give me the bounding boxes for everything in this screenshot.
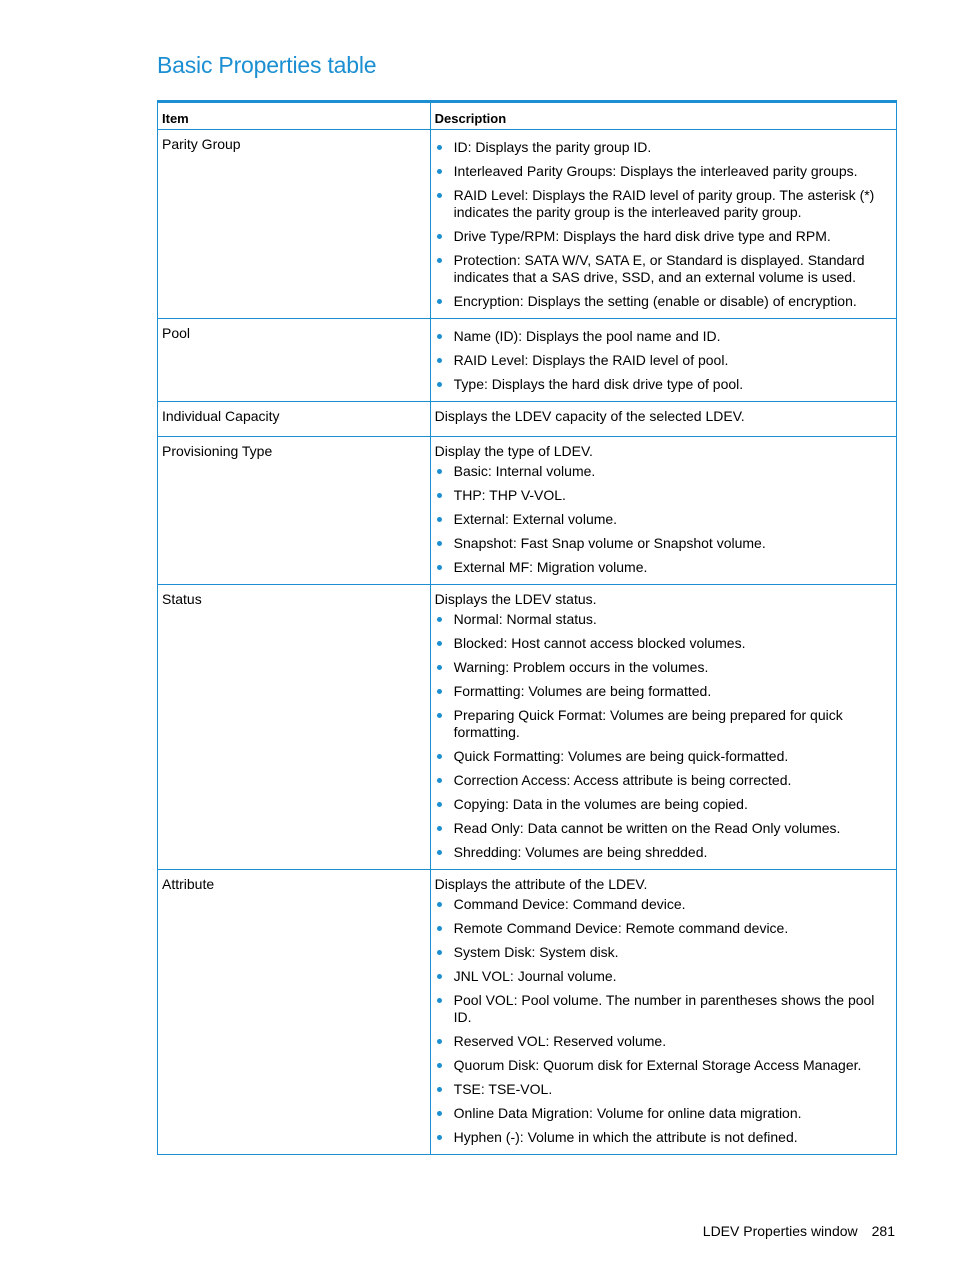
list-item-text: Basic: Internal volume. xyxy=(453,463,596,479)
list-item xyxy=(435,1033,892,1050)
list-item xyxy=(435,635,892,652)
list-item xyxy=(435,352,892,369)
list-item xyxy=(435,796,892,813)
bullet-icon xyxy=(437,358,442,363)
list-item-text: THP: THP V-VOL. xyxy=(453,487,566,503)
table-row xyxy=(158,130,897,319)
list-item-text: Interleaved Parity Groups: Displays the interleaved parity groups. xyxy=(453,163,858,179)
bullet-icon xyxy=(437,334,442,339)
bullet-icon xyxy=(437,169,442,174)
list-item xyxy=(435,820,892,837)
list-item-text: Shredding: Volumes are being shredded. xyxy=(453,844,708,860)
footer-section-title: LDEV Properties window xyxy=(702,1223,858,1239)
bullet-icon xyxy=(437,541,442,546)
list-item xyxy=(435,252,892,286)
list-item-text: Protection: SATA W/V, SATA E, or Standard is displayed. Standard indicates that a SAS drive, SSD, and an external volume is used. xyxy=(453,252,865,285)
list-item xyxy=(435,968,892,985)
bullet-icon xyxy=(437,802,442,807)
bullet-icon xyxy=(437,258,442,263)
list-item-text: TSE: TSE-VOL. xyxy=(453,1081,553,1097)
description-intro: Displays the LDEV capacity of the selected LDEV. xyxy=(434,408,745,424)
bullet-icon xyxy=(437,850,442,855)
list-item xyxy=(435,1057,892,1074)
list-item xyxy=(435,920,892,937)
bullet-icon xyxy=(437,754,442,759)
description-intro: Display the type of LDEV. xyxy=(434,443,593,459)
list-item-text: Correction Access: Access attribute is being corrected. xyxy=(453,772,792,788)
description-intro: Displays the attribute of the LDEV. xyxy=(434,876,648,892)
bullet-icon xyxy=(437,1063,442,1068)
column-header-description: Description xyxy=(430,102,896,130)
bullet-icon xyxy=(437,1039,442,1044)
item-cell: Provisioning Type xyxy=(158,437,431,585)
item-cell: Parity Group xyxy=(158,130,431,319)
list-item-text: Online Data Migration: Volume for online data migration. xyxy=(453,1105,802,1121)
list-item xyxy=(435,376,892,393)
list-item-text: Snapshot: Fast Snap volume or Snapshot volume. xyxy=(453,535,766,551)
description-cell xyxy=(430,402,896,437)
list-item-text: Blocked: Host cannot access blocked volumes. xyxy=(453,635,746,651)
list-item xyxy=(435,487,892,504)
list-item xyxy=(435,559,892,576)
list-item-text: JNL VOL: Journal volume. xyxy=(453,968,617,984)
table-header xyxy=(158,102,897,130)
list-item xyxy=(435,463,892,480)
description-cell xyxy=(430,870,896,1155)
bullet-icon xyxy=(437,617,442,622)
list-item xyxy=(435,683,892,700)
bullet-list xyxy=(435,463,892,576)
bullet-icon xyxy=(437,145,442,150)
bullet-icon xyxy=(437,950,442,955)
list-item-text: RAID Level: Displays the RAID level of pool. xyxy=(453,352,729,368)
list-item-text: Remote Command Device: Remote command device. xyxy=(453,920,789,936)
header-row xyxy=(158,102,897,130)
list-item-text: Formatting: Volumes are being formatted. xyxy=(453,683,712,699)
bullet-icon xyxy=(437,1111,442,1116)
list-item xyxy=(435,187,892,221)
bullet-icon xyxy=(437,641,442,646)
list-item-text: Warning: Problem occurs in the volumes. xyxy=(453,659,709,675)
bullet-icon xyxy=(437,713,442,718)
description-cell xyxy=(430,319,896,402)
table-row xyxy=(158,437,897,585)
basic-properties-table xyxy=(157,100,897,1155)
list-item xyxy=(435,328,892,345)
bullet-list xyxy=(435,328,892,393)
list-item-text: External MF: Migration volume. xyxy=(453,559,648,575)
list-item-text: ID: Displays the parity group ID. xyxy=(453,139,652,155)
bullet-icon xyxy=(437,234,442,239)
list-item xyxy=(435,1105,892,1122)
bullet-list xyxy=(435,896,892,1146)
page-title: Basic Properties table xyxy=(157,52,377,78)
bullet-icon xyxy=(437,902,442,907)
list-item xyxy=(435,944,892,961)
description-cell xyxy=(430,437,896,585)
description-cell xyxy=(430,130,896,319)
list-item xyxy=(435,228,892,245)
bullet-icon xyxy=(437,826,442,831)
list-item-text: Hyphen (-): Volume in which the attribute is not defined. xyxy=(453,1129,798,1145)
table-row xyxy=(158,585,897,870)
list-item xyxy=(435,163,892,180)
bullet-list xyxy=(435,611,892,861)
list-item xyxy=(435,992,892,1026)
bullet-icon xyxy=(437,998,442,1003)
list-item-text: Quick Formatting: Volumes are being quick-formatted. xyxy=(453,748,789,764)
list-item-text: Normal: Normal status. xyxy=(453,611,597,627)
list-item-text: Reserved VOL: Reserved volume. xyxy=(453,1033,667,1049)
list-item xyxy=(435,293,892,310)
list-item-text: Preparing Quick Format: Volumes are being prepared for quick formatting. xyxy=(453,707,843,740)
item-cell: Status xyxy=(158,585,431,870)
bullet-icon xyxy=(437,778,442,783)
list-item xyxy=(435,511,892,528)
item-cell: Individual Capacity xyxy=(158,402,431,437)
bullet-icon xyxy=(437,974,442,979)
bullet-icon xyxy=(437,382,442,387)
list-item xyxy=(435,139,892,156)
bullet-icon xyxy=(437,493,442,498)
bullet-list xyxy=(435,139,892,310)
list-item-text: Copying: Data in the volumes are being copied. xyxy=(453,796,748,812)
bullet-icon xyxy=(437,665,442,670)
bullet-icon xyxy=(437,299,442,304)
list-item-text: System Disk: System disk. xyxy=(453,944,619,960)
list-item xyxy=(435,611,892,628)
bullet-icon xyxy=(437,1135,442,1140)
list-item-text: Command Device: Command device. xyxy=(453,896,686,912)
list-item-text: Pool VOL: Pool volume. The number in parentheses shows the pool ID. xyxy=(453,992,875,1025)
item-cell: Attribute xyxy=(158,870,431,1155)
bullet-icon xyxy=(437,517,442,522)
list-item xyxy=(435,748,892,765)
list-item-text: Read Only: Data cannot be written on the Read Only volumes. xyxy=(453,820,841,836)
list-item xyxy=(435,772,892,789)
page-number: 281 xyxy=(871,1223,895,1239)
list-item-text: Type: Displays the hard disk drive type of pool. xyxy=(453,376,744,392)
list-item xyxy=(435,535,892,552)
list-item xyxy=(435,707,892,741)
table-body xyxy=(158,130,897,1155)
table-row xyxy=(158,402,897,437)
bullet-icon xyxy=(437,1087,442,1092)
list-item xyxy=(435,1081,892,1098)
table-row xyxy=(158,870,897,1155)
bullet-icon xyxy=(437,565,442,570)
column-header-item: Item xyxy=(158,102,431,130)
list-item-text: RAID Level: Displays the RAID level of parity group. The asterisk (*) indicates the parity group is the interleaved parity group. xyxy=(453,187,875,220)
item-cell: Pool xyxy=(158,319,431,402)
list-item-text: Encryption: Displays the setting (enable or disable) of encryption. xyxy=(453,293,857,309)
list-item-text: Name (ID): Displays the pool name and ID. xyxy=(453,328,721,344)
bullet-icon xyxy=(437,193,442,198)
bullet-icon xyxy=(437,689,442,694)
table-row xyxy=(158,319,897,402)
list-item-text: External: External volume. xyxy=(453,511,618,527)
list-item xyxy=(435,1129,892,1146)
list-item-text: Quorum Disk: Quorum disk for External Storage Access Manager. xyxy=(453,1057,862,1073)
description-intro: Displays the LDEV status. xyxy=(434,591,597,607)
list-item-text: Drive Type/RPM: Displays the hard disk drive type and RPM. xyxy=(453,228,831,244)
bullet-icon xyxy=(437,469,442,474)
list-item xyxy=(435,659,892,676)
page-footer xyxy=(703,1223,895,1239)
list-item xyxy=(435,896,892,913)
bullet-icon xyxy=(437,926,442,931)
list-item xyxy=(435,844,892,861)
description-cell xyxy=(430,585,896,870)
